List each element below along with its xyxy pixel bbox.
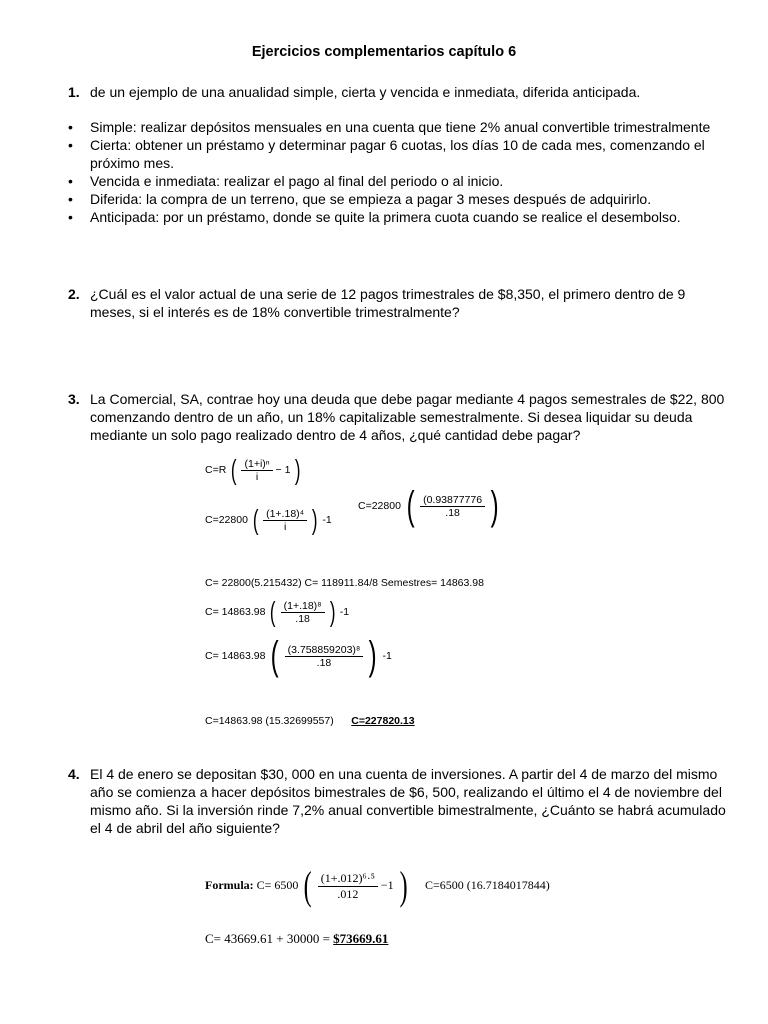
page-title: Ejercicios complementarios capítulo 6 (251, 44, 517, 60)
question-number: 1. (68, 84, 80, 100)
formula-q4-result: C= 43669.61 + 30000 = $73669.61 (205, 931, 389, 946)
question-text: La Comercial, SA, contrae hoy una deuda que debe pagar mediante 4 pagos semestrales de $22, 800 comenzando dentro de un año, un 18% capitalizable semestralmente. Si desea liquidar su deuda mediante un solo pago realizado dentro de 4 años, ¿qué cantidad debe pagar? (90, 391, 725, 443)
question-4 (68, 765, 728, 837)
question-number: 2. (68, 286, 80, 302)
list-item: • Diferida: la compra de un terreno, que se empieza a pagar 3 meses después de adquirirlo. (68, 191, 652, 207)
list-item: • Anticipada: por un préstamo, donde se quite la primera cuota cuando se realice el desembolso. (68, 209, 681, 225)
bullet-list (68, 118, 728, 226)
question-number: 4. (68, 766, 80, 782)
formula-result: C=14863.98 (15.32699557) C=227820.13 (205, 715, 415, 727)
question-2 (68, 285, 728, 321)
formula-q4: Formula: C= 6500 ( $\frac{\text{(1+.012)⁶·⁵}}{.012}$ −1 ) C=6500 (16.7184017844) (205, 863, 550, 908)
list-item: • Simple: realizar depósitos mensuales en una cuenta que tiene 2% anual convertible trimestralmente (68, 119, 711, 135)
question-1 (68, 83, 728, 101)
result-value: $73669.61 (333, 931, 389, 946)
question-3 (68, 390, 728, 444)
formula-step-4: C= 14863.98 ( $\frac{\text{(3.758859203)⁸}}{.18}$ ) -1 (205, 634, 392, 678)
list-item: • Cierta: obtener un préstamo y determinar pagar 6 cuotas, los días 10 de cada mes, comenzando el próximo mes. (68, 137, 705, 171)
formula-step-3: C= 14863.98 ( $\frac{\text{(1+.18)⁸}}{.18}$ ) -1 (205, 596, 350, 627)
formula-step-1: C=22800 ( $\frac{\text{(1+.18)⁴}}{i}$ ) -1 (205, 504, 332, 535)
formula-step-2: C= 22800(5.215432) C= 118911.84/8 Semestres= 14863.98 (205, 577, 484, 589)
result-value: C=227820.13 (351, 715, 415, 727)
list-item: • Vencida e inmediata: realizar el pago al final del periodo o al inicio. (68, 173, 504, 189)
question-text: El 4 de enero se depositan $30, 000 en una cuenta de inversiones. A partir del 4 de marzo del mismo año se comienza a hacer depósitos bimestrales de $6, 500, realizando el último el 4 de noviembre del mismo año. Si la inversión rinde 7,2% anual convertible bimestralmente, ¿Cuánto se habrá acumulado el 4 de abril del año siguiente? (90, 766, 726, 836)
formula-annuity: C=R ( $\frac{\text{(1+i)ⁿ}}{i}$ − 1 ) (205, 454, 301, 485)
question-text: ¿Cuál es el valor actual de una serie de 12 pagos trimestrales de $8,350, el primero dentro de 9 meses, si el interés es de 18% convertible trimestralmente? (90, 286, 686, 320)
question-text: de un ejemplo de una anualidad simple, cierta y vencida e inmediata, diferida anticipada. (90, 84, 641, 100)
formula-step-1b: C=22800 ( $\frac{(0.93877776}{.18}$ ) (358, 484, 499, 528)
question-number: 3. (68, 391, 80, 407)
